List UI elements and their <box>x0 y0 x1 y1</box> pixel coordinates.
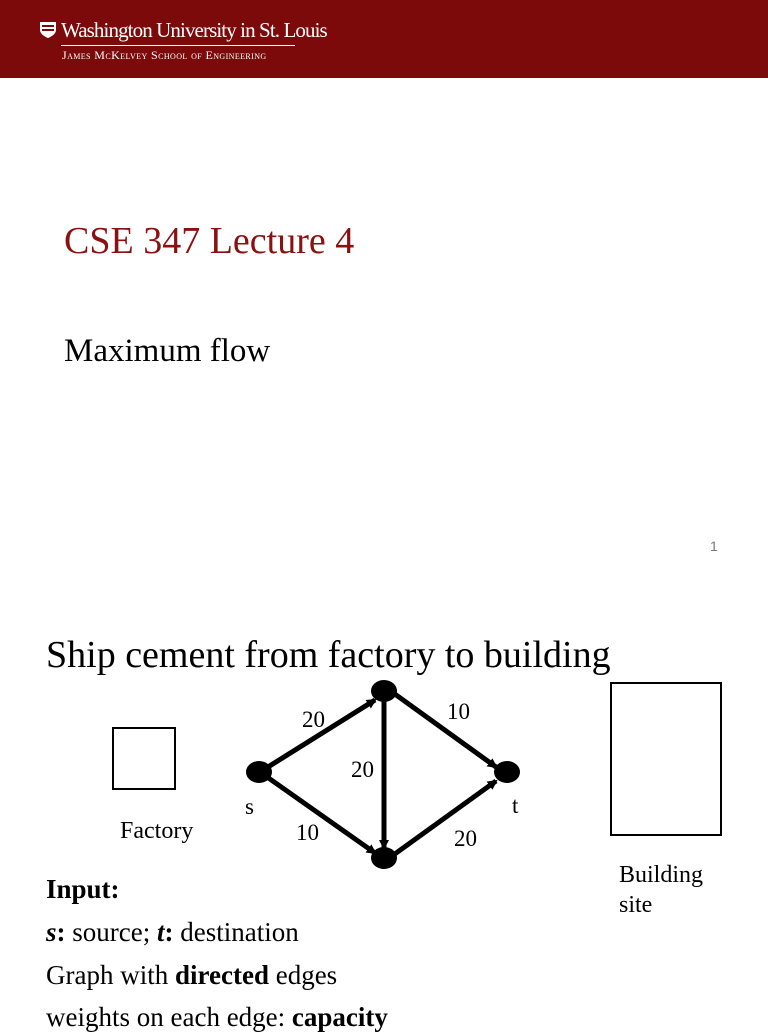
slide-subtitle: Maximum flow <box>64 333 271 369</box>
slide2-title: Ship cement from factory to building <box>46 634 611 676</box>
destination-symbol: t <box>156 917 165 947</box>
school-name: James McKelvey School of Engineering <box>62 48 267 62</box>
input-heading: Input: <box>46 874 120 904</box>
edge-top-t <box>392 692 496 767</box>
bullet-source-destination: s: source; t: destination <box>46 917 299 947</box>
source-symbol: s <box>46 917 57 947</box>
factory-label: Factory <box>120 818 194 844</box>
building-label: Building site <box>619 862 704 918</box>
node-t <box>494 761 520 783</box>
edge-label-bottom-t: 20 <box>454 826 477 851</box>
edge-label-top-bottom: 20 <box>351 757 374 782</box>
bullet-weights: weights on each edge: capacity <box>46 1002 388 1032</box>
slide-title: CSE 347 Lecture 4 <box>64 220 355 262</box>
source-text: source; <box>65 917 157 947</box>
edge-bottom-t <box>392 781 496 856</box>
node-label-s: s <box>245 794 254 819</box>
node-top <box>371 680 397 702</box>
bullet-graph: Graph with directed edges <box>46 960 338 990</box>
university-name: Washington University in St. Louis <box>61 18 327 42</box>
edge-label-top-t: 10 <box>447 699 470 724</box>
node-label-t: t <box>512 793 519 818</box>
edge-label-s-top: 20 <box>302 707 325 732</box>
destination-text: destination <box>173 917 299 947</box>
node-s <box>246 761 272 783</box>
node-bottom <box>371 847 397 869</box>
page-number: 1 <box>710 538 718 554</box>
edge-label-s-bottom: 10 <box>296 820 319 845</box>
